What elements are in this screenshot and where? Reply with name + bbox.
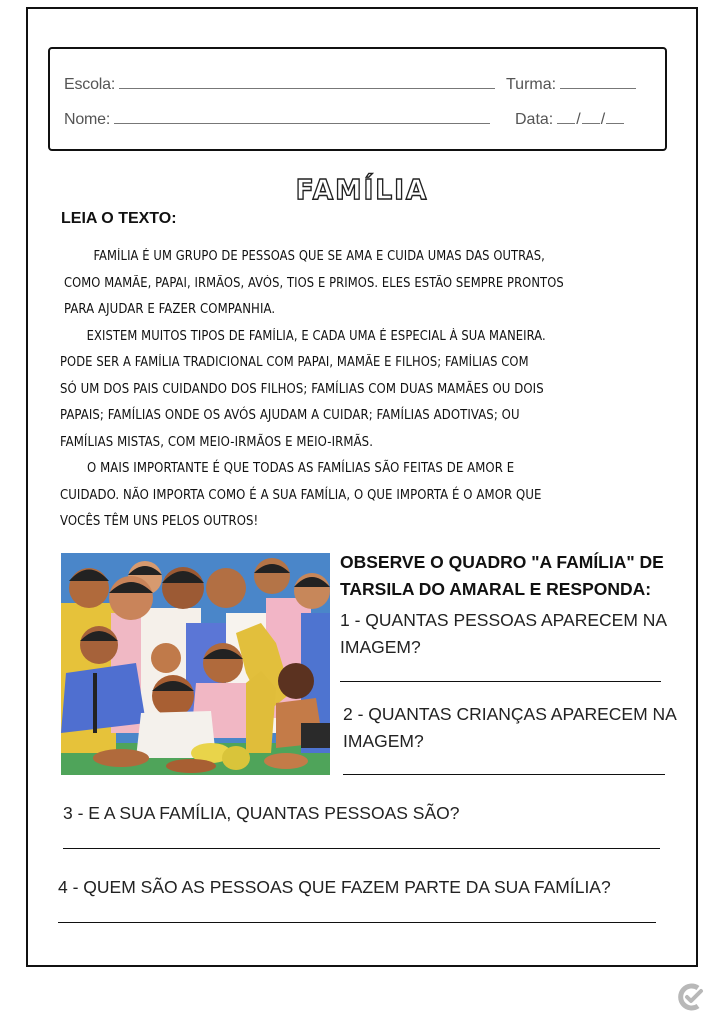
question-3: 3 - E A SUA FAMÍLIA, QUANTAS PESSOAS SÃO? [63, 803, 460, 823]
page-title: FAMÍLIA [295, 173, 429, 206]
family-painting-image [61, 553, 330, 775]
date-separator: / [576, 111, 581, 128]
question-2: 2 - QUANTAS CRIANÇAS APARECEM NA IMAGEM? [343, 704, 676, 751]
text-line: CUIDADO. NÃO IMPORTA COMO É A SUA FAMÍLIA, O QUE IMPORTA É O AMOR QUE [60, 487, 542, 503]
date-separator: / [600, 111, 606, 128]
school-row [64, 74, 495, 94]
date-year-field[interactable] [606, 109, 624, 124]
activity-instruction: OBSERVE O QUADRO "A FAMÍLIA" DE TARSILA DO AMARAL E RESPONDA: [340, 552, 664, 599]
class-row [506, 74, 636, 94]
school-field[interactable] [119, 74, 495, 89]
name-row [64, 109, 490, 129]
reading-heading: LEIA O TEXTO: [61, 210, 177, 227]
name-field[interactable] [114, 109, 490, 124]
date-row [515, 109, 624, 129]
reading-text [60, 244, 670, 536]
text-line: PARA AJUDAR E FAZER COMPANHIA. [64, 302, 276, 317]
text-line: PODE SER A FAMÍLIA TRADICIONAL COM PAPAI, MAMÃE E FILHOS; FAMÍLIAS COM [60, 355, 529, 370]
text-line: VOCÊS TÊM UNS PELOS OUTROS! [60, 514, 259, 529]
answer-2-line[interactable] [343, 774, 665, 775]
check-c-logo-icon [676, 982, 706, 1012]
date-label: Data: [515, 111, 554, 128]
question-1: 1 - QUANTAS PESSOAS APARECEM NA IMAGEM? [340, 610, 667, 657]
answer-4-line[interactable] [58, 922, 656, 923]
class-label: Turma: [506, 76, 557, 93]
answer-3-line[interactable] [63, 848, 660, 849]
date-day-field[interactable] [557, 109, 575, 124]
student-info-box [48, 47, 667, 151]
school-label: Escola: [64, 76, 116, 93]
text-line: PAPAIS; FAMÍLIAS ONDE OS AVÓS AJUDAM A CUIDAR; FAMÍLIAS ADOTIVAS; OU [60, 408, 520, 423]
text-line: O MAIS IMPORTANTE É QUE TODAS AS FAMÍLIAS SÃO FEITAS DE AMOR E [87, 461, 515, 476]
class-field[interactable] [560, 74, 636, 89]
text-line: SÓ UM DOS PAIS CUIDANDO DOS FILHOS; FAMÍLIAS COM DUAS MAMÃES OU DOIS [60, 381, 544, 397]
name-label: Nome: [64, 111, 111, 128]
question-4: 4 - QUEM SÃO AS PESSOAS QUE FAZEM PARTE DA SUA FAMÍLIA? [58, 877, 611, 897]
date-month-field[interactable] [582, 109, 600, 124]
answer-1-line[interactable] [340, 681, 661, 682]
text-line: FAMÍLIAS MISTAS, COM MEIO-IRMÃOS E MEIO-IRMÃS. [60, 434, 374, 450]
text-line: EXISTEM MUITOS TIPOS DE FAMÍLIA, E CADA UMA É ESPECIAL À SUA MANEIRA. [86, 328, 546, 344]
text-line: FAMÍLIA É UM GRUPO DE PESSOAS QUE SE AMA E CUIDA UMAS DAS OUTRAS, [93, 249, 545, 264]
text-line: COMO MAMÃE, PAPAI, IRMÃOS, AVÓS, TIOS E PRIMOS. ELES ESTÃO SEMPRE PRONTOS [63, 275, 564, 291]
